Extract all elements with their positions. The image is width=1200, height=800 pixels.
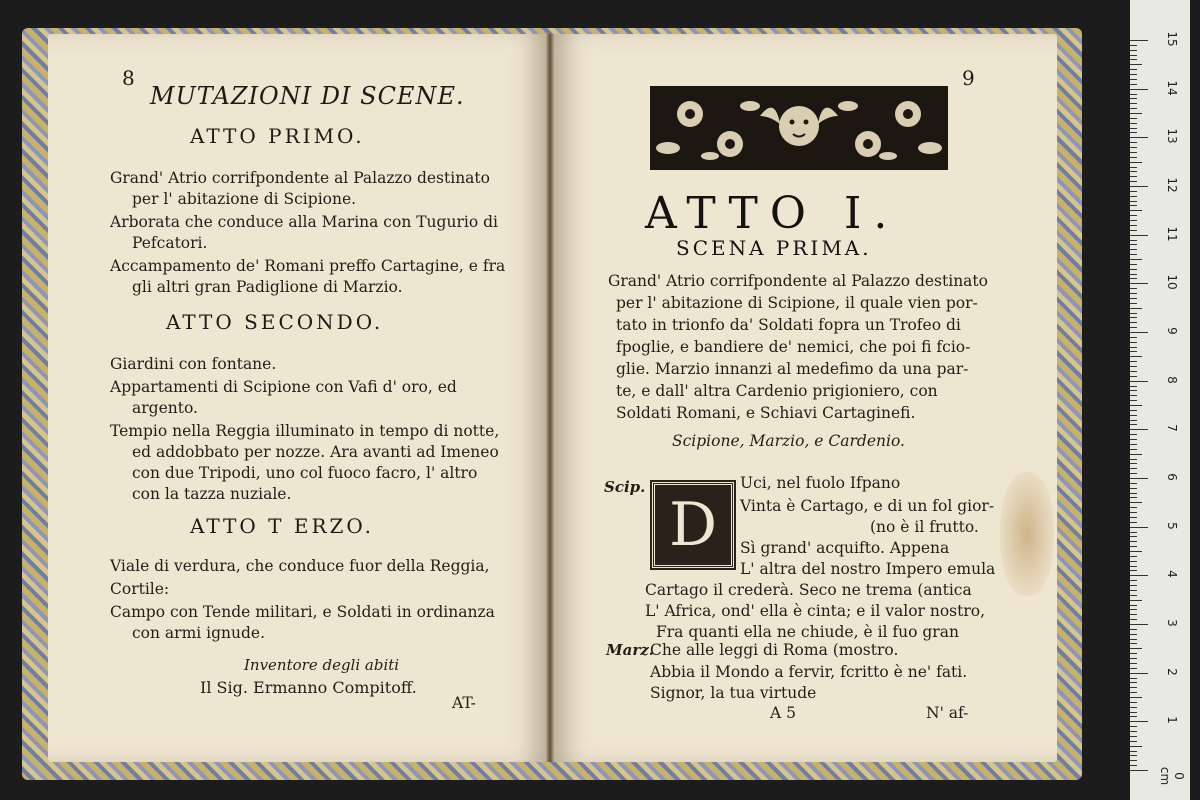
ruler-tick	[1130, 770, 1148, 771]
verse-line: Cartago il crederà. Seco ne trema (antica	[645, 581, 972, 599]
ruler-minor-tick	[1130, 697, 1142, 698]
ruler-minor-tick	[1130, 444, 1137, 445]
ruler-tick	[1130, 381, 1148, 382]
ruler-minor-tick	[1130, 454, 1142, 455]
ruler-minor-tick	[1130, 118, 1137, 119]
ruler-minor-tick	[1130, 483, 1137, 484]
verse-line: Sì grand' acquifto. Appena	[740, 539, 950, 557]
ruler-tick	[1130, 40, 1148, 41]
ruler-minor-tick	[1130, 434, 1137, 435]
ruler-minor-tick	[1130, 702, 1137, 703]
signature-mark: A 5	[770, 704, 796, 722]
ruler-minor-tick	[1130, 556, 1137, 557]
ruler-minor-tick	[1130, 561, 1137, 562]
ruler-number: 7	[1165, 424, 1179, 433]
ruler-minor-tick	[1130, 79, 1137, 80]
ruler-minor-tick	[1130, 653, 1137, 654]
verse-line: Abbia il Mondo a fervir, fcritto è ne' fati.	[650, 663, 968, 681]
ruler-minor-tick	[1130, 536, 1137, 537]
ruler-number: 14	[1165, 80, 1179, 96]
ruler-minor-tick	[1130, 69, 1137, 70]
ruler-minor-tick	[1130, 371, 1137, 372]
ruler-number: 8	[1165, 375, 1179, 384]
scene-item: Tempio nella Reggia illuminato in tempo di notte, ed addobbato per nozze. Ara avanti ad Imeneo con due Tripodi, uno col fuoco facro, l' altro con la tazza nuziale.	[110, 422, 500, 503]
ruler-minor-tick	[1130, 205, 1137, 206]
ruler-minor-tick	[1130, 162, 1142, 163]
ruler-number: 6	[1165, 473, 1179, 481]
ruler-minor-tick	[1130, 590, 1137, 591]
ruler-minor-tick	[1130, 619, 1137, 620]
ruler-tick	[1130, 186, 1148, 187]
act-one-heading: ATTO PRIMO.	[190, 124, 365, 148]
verse-line: Fra quanti ella ne chiude, è il fuo gran	[656, 623, 959, 641]
ruler-minor-tick	[1130, 410, 1137, 411]
ruler-number: 9	[1165, 327, 1179, 335]
ruler-minor-tick	[1130, 449, 1137, 450]
ruler-minor-tick	[1130, 712, 1137, 713]
ruler-minor-tick	[1130, 760, 1137, 761]
ruler-minor-tick	[1130, 303, 1137, 304]
act-two-scenes	[110, 354, 510, 507]
ruler-minor-tick	[1130, 196, 1137, 197]
ruler-tick	[1130, 283, 1148, 284]
ruler-minor-tick	[1130, 595, 1137, 596]
ruler-minor-tick	[1130, 639, 1137, 640]
ruler-minor-tick	[1130, 395, 1137, 396]
right-page-number: 9	[962, 66, 975, 90]
speaker-marzio: Marz.	[606, 641, 654, 659]
cherub-ornament-icon	[650, 86, 948, 170]
ruler-minor-tick	[1130, 64, 1142, 65]
ruler-minor-tick	[1130, 609, 1137, 610]
ruler-minor-tick	[1130, 230, 1137, 231]
ruler-minor-tick	[1130, 692, 1137, 693]
ruler-minor-tick	[1130, 570, 1137, 571]
ruler-minor-tick	[1130, 45, 1137, 46]
ruler-minor-tick	[1130, 512, 1137, 513]
ruler-minor-tick	[1130, 176, 1137, 177]
ruler-minor-tick	[1130, 113, 1142, 114]
ruler-minor-tick	[1130, 201, 1137, 202]
scene-title: SCENA PRIMA.	[676, 236, 872, 260]
ruler-minor-tick	[1130, 629, 1137, 630]
ruler-minor-tick	[1130, 94, 1137, 95]
ruler-minor-tick	[1130, 420, 1137, 421]
ruler-minor-tick	[1130, 269, 1137, 270]
verse-line: Vinta è Cartago, e di un fol gior-	[740, 497, 995, 515]
ruler-number: 5	[1165, 521, 1179, 530]
ruler-minor-tick	[1130, 288, 1137, 289]
ruler-minor-tick	[1130, 322, 1137, 323]
ruler-minor-tick	[1130, 337, 1137, 338]
left-catchword: AT-	[452, 694, 476, 712]
description-line: per l' abitazione di Scipione, il quale vien por-	[616, 294, 978, 312]
ruler-tick	[1130, 575, 1148, 576]
speaker-scipione: Scip.	[604, 478, 646, 496]
right-catchword: N' af-	[926, 704, 969, 722]
ruler-minor-tick	[1130, 600, 1142, 601]
water-stain	[1000, 472, 1054, 596]
ruler-tick	[1130, 527, 1148, 528]
ruler-minor-tick	[1130, 502, 1142, 503]
ruler-minor-tick	[1130, 84, 1137, 85]
verse-line: L' altra del nostro Impero emula	[740, 560, 996, 578]
act-three-heading: ATTO T ERZO.	[190, 514, 374, 538]
ruler-minor-tick	[1130, 98, 1137, 99]
ruler-minor-tick	[1130, 366, 1137, 367]
ruler-minor-tick	[1130, 400, 1137, 401]
scene-item: Accampamento de' Romani preffo Cartagine, e fra gli altri gran Padiglione di Marzio.	[110, 257, 506, 296]
ruler-minor-tick	[1130, 142, 1137, 143]
description-line: Grand' Atrio corrifpondente al Palazzo destinato	[608, 272, 988, 290]
ruler-minor-tick	[1130, 347, 1137, 348]
ruler-minor-tick	[1130, 614, 1137, 615]
left-page-number: 8	[122, 66, 135, 90]
ruler-number: 11	[1165, 226, 1179, 242]
act-three-scenes	[110, 556, 510, 646]
scene-item: Grand' Atrio corrifpondente al Palazzo destinato per l' abitazione di Scipione.	[110, 169, 490, 208]
ruler-minor-tick	[1130, 123, 1137, 124]
scene-item: Appartamenti di Scipione con Vafi d' oro, ed argento.	[110, 378, 457, 417]
ruler-minor-tick	[1130, 716, 1137, 717]
ruler-number: 1	[1165, 716, 1179, 725]
ruler-minor-tick	[1130, 439, 1137, 440]
ruler-minor-tick	[1130, 551, 1142, 552]
ruler-minor-tick	[1130, 658, 1137, 659]
ruler-minor-tick	[1130, 668, 1137, 669]
ruler-minor-tick	[1130, 755, 1137, 756]
ruler-minor-tick	[1130, 342, 1137, 343]
ruler-minor-tick	[1130, 736, 1137, 737]
ruler-number: 3	[1165, 619, 1179, 627]
ruler-minor-tick	[1130, 643, 1137, 644]
costume-credit-name: Il Sig. Ermanno Compitoff.	[200, 678, 417, 697]
ruler-minor-tick	[1130, 765, 1137, 766]
ruler-minor-tick	[1130, 50, 1137, 51]
book-gutter	[546, 34, 554, 762]
ruler-minor-tick	[1130, 225, 1137, 226]
ruler-minor-tick	[1130, 108, 1137, 109]
ruler-tick	[1130, 478, 1148, 479]
ruler-minor-tick	[1130, 726, 1137, 727]
ruler-minor-tick	[1130, 293, 1137, 294]
ruler-number: 2	[1165, 667, 1179, 676]
description-line: tato in trionfo da' Soldati fopra un Trofeo di	[616, 316, 961, 334]
ruler-minor-tick	[1130, 463, 1137, 464]
ruler-minor-tick	[1130, 415, 1137, 416]
scene-item: Campo con Tende militari, e Soldati in ordinanza con armi ignude.	[110, 603, 495, 642]
verse-line: (no è il frutto.	[870, 518, 979, 536]
ruler-minor-tick	[1130, 488, 1137, 489]
ruler-tick	[1130, 137, 1148, 138]
description-line: te, e dall' altra Cardenio prigioniero, con	[616, 382, 938, 400]
ruler-minor-tick	[1130, 181, 1137, 182]
ruler-minor-tick	[1130, 517, 1137, 518]
ruler-minor-tick	[1130, 580, 1137, 581]
ruler-minor-tick	[1130, 171, 1137, 172]
ruler-minor-tick	[1130, 507, 1137, 508]
ruler-minor-tick	[1130, 55, 1137, 56]
ruler-minor-tick	[1130, 707, 1137, 708]
ruler-minor-tick	[1130, 468, 1137, 469]
ruler-minor-tick	[1130, 566, 1137, 567]
ruler-minor-tick	[1130, 254, 1137, 255]
ruler-minor-tick	[1130, 264, 1137, 265]
ruler-tick	[1130, 721, 1148, 722]
ruler-minor-tick	[1130, 103, 1137, 104]
ruler-number: 15	[1165, 31, 1179, 47]
ruler-minor-tick	[1130, 687, 1137, 688]
ruler-number: 12	[1165, 177, 1179, 193]
verse-line: L' Africa, ond' ella è cinta; e il valor nostro,	[645, 602, 986, 620]
ruler-tick	[1130, 429, 1148, 430]
act-two-heading: ATTO SECONDO.	[166, 310, 384, 334]
ruler-minor-tick	[1130, 191, 1137, 192]
ruler-tick	[1130, 624, 1148, 625]
ruler-minor-tick	[1130, 376, 1137, 377]
ruler-minor-tick	[1130, 215, 1137, 216]
left-page-title: MUTAZIONI DI SCENE.	[150, 82, 465, 110]
ruler-number: 10	[1165, 274, 1179, 290]
ruler-minor-tick	[1130, 386, 1137, 387]
ruler-tick	[1130, 332, 1148, 333]
ruler-minor-tick	[1130, 128, 1137, 129]
ruler-minor-tick	[1130, 210, 1142, 211]
ruler-minor-tick	[1130, 157, 1137, 158]
costume-credit-label: Inventore degli abiti	[244, 656, 400, 674]
ruler-minor-tick	[1130, 605, 1137, 606]
ruler-minor-tick	[1130, 532, 1137, 533]
ruler-minor-tick	[1130, 634, 1137, 635]
description-line: Soldati Romani, e Schiavi Cartaginefi.	[616, 404, 916, 422]
ruler-minor-tick	[1130, 678, 1137, 679]
characters-line: Scipione, Marzio, e Cardenio.	[672, 432, 905, 450]
ruler-minor-tick	[1130, 298, 1137, 299]
ruler-minor-tick	[1130, 351, 1137, 352]
scene-item: Cortile:	[110, 580, 170, 598]
ruler-minor-tick	[1130, 746, 1142, 747]
ruler-minor-tick	[1130, 585, 1137, 586]
ruler-minor-tick	[1130, 663, 1137, 664]
scene-item: Viale di verdura, che conduce fuor della Reggia,	[110, 557, 490, 575]
ruler-minor-tick	[1130, 361, 1137, 362]
verse-line: Signor, la tua virtude	[650, 684, 817, 702]
ruler-minor-tick	[1130, 405, 1142, 406]
ruler-minor-tick	[1130, 249, 1137, 250]
scene-item: Giardini con fontane.	[110, 355, 277, 373]
ruler-minor-tick	[1130, 274, 1137, 275]
ruler-tick	[1130, 89, 1148, 90]
verse-line: Uci, nel fuolo Ifpano	[740, 474, 901, 492]
ruler-minor-tick	[1130, 308, 1142, 309]
ruler-minor-tick	[1130, 751, 1137, 752]
ruler-number: 0 cm	[1158, 766, 1186, 786]
ruler-minor-tick	[1130, 167, 1137, 168]
verse-line: Che alle leggi di Roma (mostro.	[650, 641, 899, 659]
act-one-scenes	[110, 168, 510, 300]
ruler-minor-tick	[1130, 546, 1137, 547]
ruler-minor-tick	[1130, 278, 1137, 279]
ruler-minor-tick	[1130, 522, 1137, 523]
ruler-minor-tick	[1130, 424, 1137, 425]
ruler-minor-tick	[1130, 132, 1137, 133]
ruler-minor-tick	[1130, 648, 1142, 649]
ruler-minor-tick	[1130, 59, 1137, 60]
ruler-minor-tick	[1130, 327, 1137, 328]
ruler-minor-tick	[1130, 220, 1137, 221]
ruler-minor-tick	[1130, 459, 1137, 460]
drop-cap-initial: D	[652, 482, 734, 568]
scene-item: Arborata che conduce alla Marina con Tugurio di Pefcatori.	[110, 213, 498, 252]
description-line: fpoglie, e bandiere de' nemici, che poi fi fcio-	[616, 338, 971, 356]
ruler-tick	[1130, 235, 1148, 236]
ruler-minor-tick	[1130, 317, 1137, 318]
description-line: glie. Marzio innanzi al medefimo da una par-	[616, 360, 969, 378]
ruler-minor-tick	[1130, 152, 1137, 153]
ruler-minor-tick	[1130, 493, 1137, 494]
ruler-minor-tick	[1130, 240, 1137, 241]
ruler-minor-tick	[1130, 147, 1137, 148]
ruler-number: 4	[1165, 570, 1179, 579]
measuring-ruler	[1130, 0, 1190, 800]
ruler-minor-tick	[1130, 356, 1142, 357]
ruler-minor-tick	[1130, 731, 1137, 732]
ruler-minor-tick	[1130, 682, 1137, 683]
ruler-minor-tick	[1130, 244, 1137, 245]
ruler-minor-tick	[1130, 259, 1142, 260]
act-title: ATTO I.	[645, 188, 900, 239]
ruler-minor-tick	[1130, 497, 1137, 498]
ruler-minor-tick	[1130, 390, 1137, 391]
ruler-minor-tick	[1130, 74, 1137, 75]
ruler-minor-tick	[1130, 473, 1137, 474]
ruler-minor-tick	[1130, 741, 1137, 742]
ruler-tick	[1130, 673, 1148, 674]
ruler-number: 13	[1165, 128, 1179, 144]
scene-description	[608, 270, 1008, 424]
ruler-minor-tick	[1130, 313, 1137, 314]
ruler-minor-tick	[1130, 541, 1137, 542]
